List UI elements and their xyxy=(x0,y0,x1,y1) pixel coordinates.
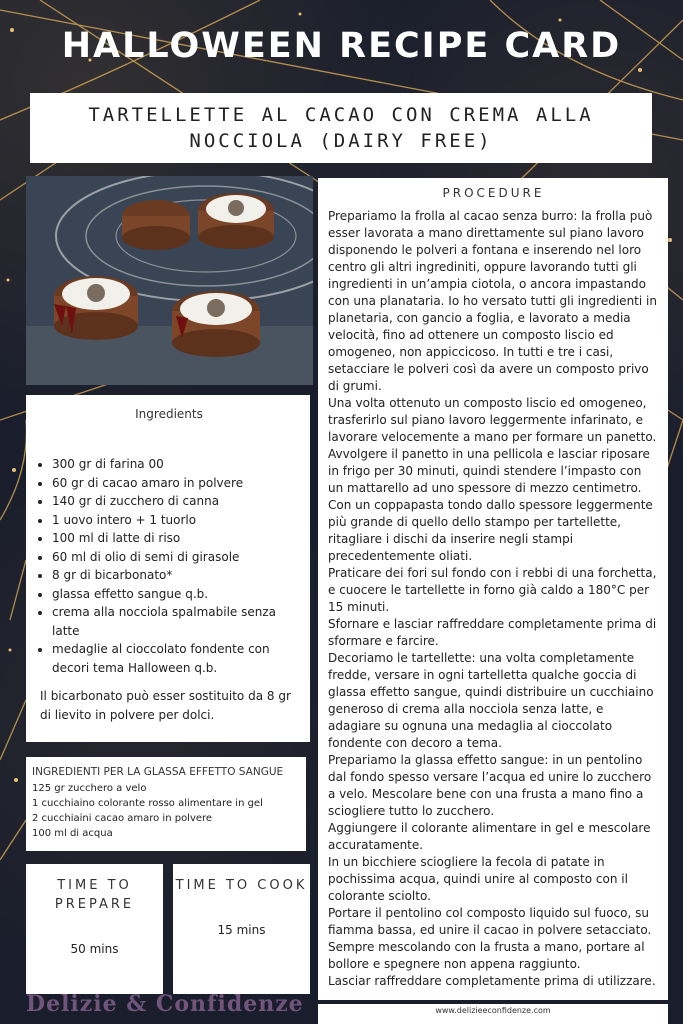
list-item: • 140 gr di zucchero di canna xyxy=(52,492,300,511)
procedure-panel xyxy=(318,178,668,1000)
ingredients-note: Il bicarbonato può esser sostituito da 8 gr di lievito in polvere per dolci. xyxy=(40,689,291,722)
glaze-panel xyxy=(26,757,306,851)
tartlet-3 xyxy=(54,276,138,340)
recipe-photo xyxy=(26,176,313,385)
ingredients-panel xyxy=(26,395,310,742)
list-item: • 300 gr di farina 00 xyxy=(52,455,300,474)
website-url: www.delizieeconfidenze.com xyxy=(318,1004,668,1024)
time-to-prepare-box xyxy=(26,864,163,994)
list-item: • 1 uovo intero + 1 tuorlo xyxy=(52,511,300,530)
tartlet-1 xyxy=(122,200,190,250)
glaze-heading: INGREDIENTI PER LA GLASSA EFFETTO SANGUE xyxy=(32,766,284,778)
procedure-heading: PROCEDURE xyxy=(442,186,545,200)
brand-logo: Delizie & Confidenze xyxy=(26,991,304,1017)
list-item: • 60 gr di cacao amaro in polvere xyxy=(52,474,300,493)
ingredients-heading: Ingredients xyxy=(135,407,203,421)
tartlet-4 xyxy=(172,291,260,357)
time-to-cook-value: 15 mins xyxy=(217,923,266,937)
list-item: • 100 ml di latte di riso xyxy=(52,529,300,548)
list-item: • crema alla nocciola spalmabile senza latte xyxy=(52,603,300,640)
glaze-line: 2 cucchiaini cacao amaro in polvere xyxy=(32,813,213,824)
time-to-prepare-label: TIME TO PREPARE xyxy=(54,878,135,912)
recipe-title-box xyxy=(30,93,652,163)
glaze-line: 125 gr zucchero a velo xyxy=(32,783,147,794)
card-title: HALLOWEEN RECIPE CARD xyxy=(61,26,622,66)
tartlet-2 xyxy=(198,193,274,249)
tartlets-image xyxy=(26,176,313,385)
glaze-line: 1 cucchiaino colorante rosso alimentare in gel xyxy=(32,798,263,809)
list-item: • 60 ml di olio di semi di girasole xyxy=(52,548,300,567)
time-to-prepare-value: 50 mins xyxy=(70,942,119,956)
list-item: • 8 gr di bicarbonato* xyxy=(52,566,300,585)
procedure-text: Prepariamo la frolla al cacao senza burro: la frolla può esser lavorata a mano direttamente sul piano lavoro disponendo le polveri a fontana e inserendo nel loro centro gli altri ingrediniti, oppure lavorando tutti gli ingredienti in un’ampia ciotola, o ancora impastando con una planataria. Io ho versato tutti gli ingredienti in planetaria, con gancio a foglia, e lavorato a media velocità, fino ad ottenere un composto liscio ed omogeneo, non appiccicoso. In tutti e tre i casi, setacciare le polveri così da avere un composto privo di grumi. Una volta ottenuto un composto liscio ed omogeneo, trasferirlo sul piano lavoro leggermente infarinato, e lavorare velocemente a mano per formare un panetto. Avvolgere il panetto in una pellicola e lasciar riposare in frigo per 30 minuti, quindi stendere l’impasto con un mattarello ad uno spessore di mezzo centimetro. Con un coppapasta tondo dallo spessore leggermente più grande di quello dello stampo per tartellette, ritagliare i dischi da inserire negli stampi precedentemente oliati. Praticare dei fori sul fondo con i rebbi di una forchetta, e cuocere le tartellette in forno già caldo a 180°C per 15 minuti. Sfornare e lasciar raffreddare completamente prima di sformare e farcire. Decoriamo le tartellette: una volta completamente fredde, versare in ogni tartelletta qualche goccia di glassa effetto sangue, quindi distribuire un cucchiaino generoso di crema alla nocciola senza latte, e adagiare su ognuna una medaglia al cioccolato fondente con decoro a tema. Prepariamo la glassa effetto sangue: in un pentolino dal fondo spesso versare l’acqua ed unire lo zucchero a velo. Mescolare bene con una frusta a mano fino a sciogliere tutto lo zucchero. Aggiungere il colorante alimentare in gel e mescolare accuratamente. In un bicchiere sciogliere la fecola di patate in pochissima acqua, quindi unire al composto con il colorante sciolto. Portare il pentolino col composto liquido sul fuoco, su fiamma bassa, ed unire il cacao in polvere setacciato. Sempre mescolando con la frusta a mano, portare al bollore e spegnere non appena raggiunto. Lasciar raffreddare completamente prima di utilizzare. xyxy=(328,209,657,988)
time-to-cook-label: TIME TO COOK xyxy=(175,878,308,893)
list-item: • medaglie al cioccolato fondente con decori tema Halloween q.b. xyxy=(52,640,300,677)
ingredients-list xyxy=(38,455,300,677)
recipe-title: TARTELLETTE AL CACAO CON CREMA ALLA NOCCIOLA (DAIRY FREE) xyxy=(88,104,594,152)
list-item: • glassa effetto sangue q.b. xyxy=(52,585,300,604)
time-to-cook-box xyxy=(173,864,310,994)
glaze-line: 100 ml di acqua xyxy=(32,828,113,839)
